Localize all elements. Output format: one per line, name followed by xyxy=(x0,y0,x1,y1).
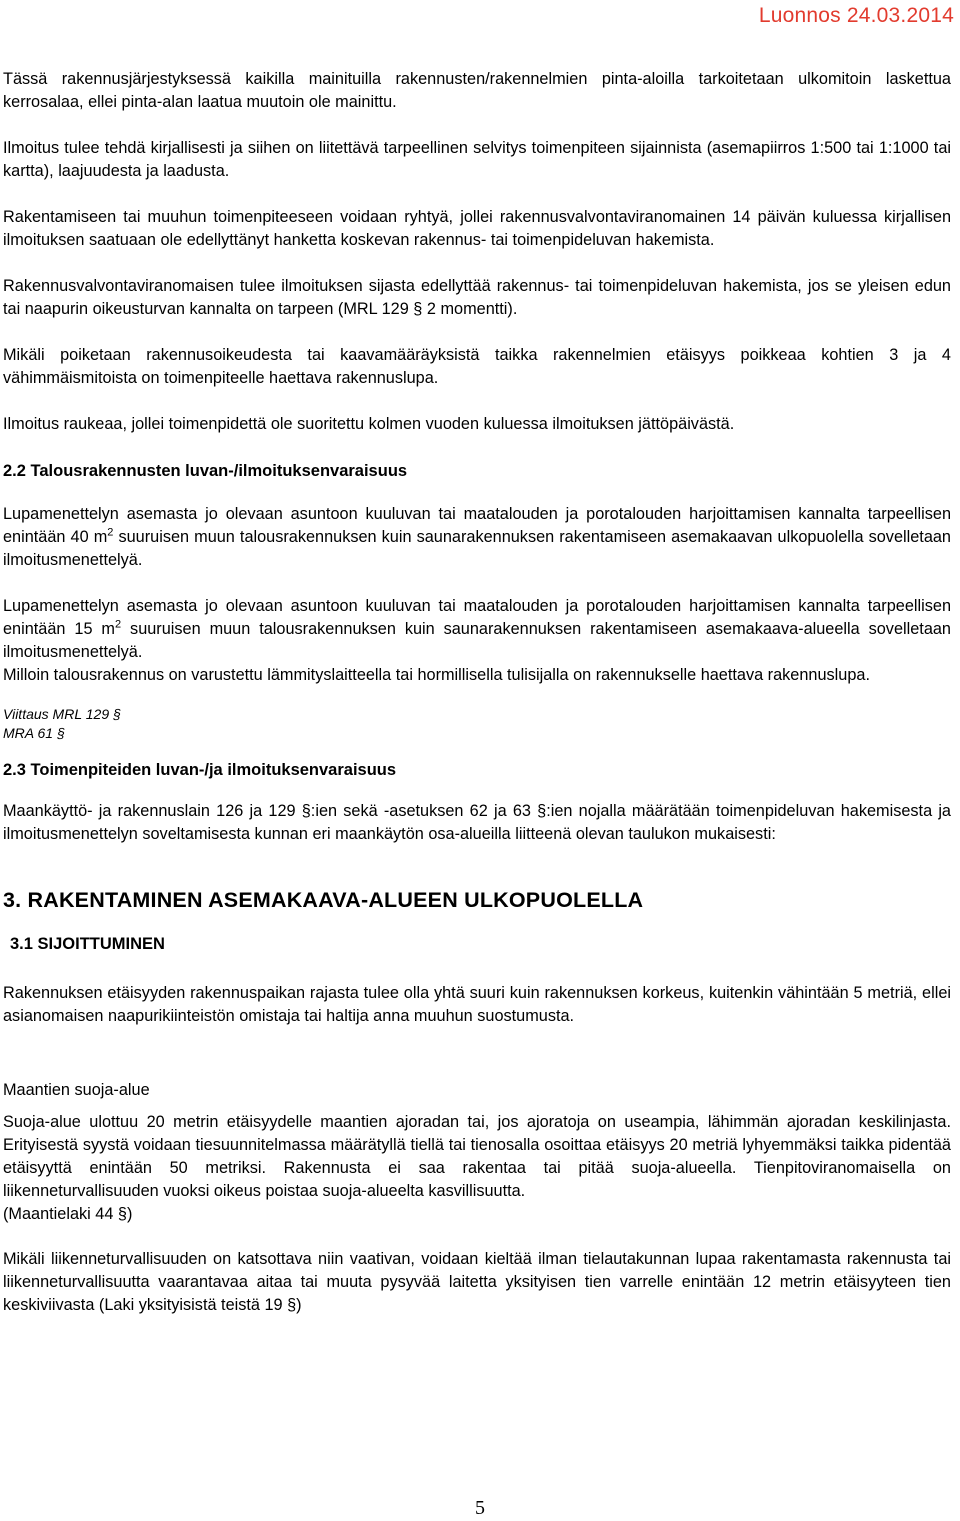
paragraph-deviation-permit: Mikäli poiketaan rakennusoikeudesta tai kaavamääräyksistä taikka rakennelmien etäisyys poikkeaa kohtien 3 ja 4 vähimmäismitoista on toimenpiteelle haettava rakennuslupa. xyxy=(3,346,951,387)
page-number: 5 xyxy=(475,1497,485,1519)
text-run: suuruisen muun talousrakennuksen kuin saunarakennuksen rakentamiseen asemakaava-alueella sovelletaan ilmoitusmenettelyä. xyxy=(3,620,951,661)
superscript-unit: 2 xyxy=(107,526,114,539)
reference-text: Viittaus MRL 129 xyxy=(3,706,113,722)
paragraph-authority-requirement: Rakennusvalvontaviranomaisen tulee ilmoituksen sijasta edellyttää rakennus- tai toimenpideluvan hakemista, jos se yleisen edun tai naapurin oikeusturvan kannalta on tarpeen (MRL 129 § 2 momentti). xyxy=(3,277,951,318)
chapter-heading-3: 3. RAKENTAMINEN ASEMAKAAVA-ALUEEN ULKOPUOLELLA xyxy=(3,888,644,912)
paragraph-area-definition: Tässä rakennusjärjestyksessä kaikilla mainituilla rakennusten/rakennelmien pinta-aloilla tarkoitetaan ulkomitoin laskettua kerrosalaa, ellei pinta-alan laatua muutoin ole mainittu. xyxy=(3,70,951,111)
draft-header: Luonnos 24.03.2014 xyxy=(758,4,954,27)
paragraph-measures-permit: Maankäyttö- ja rakennuslain 126 ja 129 §:ien sekä -asetuksen 62 ja 63 §:ien nojalla määrätään toimenpideluvan hakemisesta ja ilmoitusmenettelyn soveltamisesta kunnan eri maankäytön osa-alueilla liitteenä olevan taulukon mukaisesti: xyxy=(3,802,951,843)
reference-text: MRA 61 xyxy=(3,725,57,741)
paragraph-heated-outbuilding: Milloin talousrakennus on varustettu lämmityslaitteella tai hormillisella tulisijalla on rakennukselle haettava rakennuslupa. xyxy=(3,666,870,684)
subheading-road-protection: Maantien suoja-alue xyxy=(3,1081,150,1099)
paragraph-outbuilding-40m2 xyxy=(3,503,951,572)
section-heading-2-3: 2.3 Toimenpiteiden luvan-/ja ilmoituksenvaraisuus xyxy=(3,761,397,779)
superscript-unit: 2 xyxy=(115,618,122,631)
paragraph-notice-written: Ilmoitus tulee tehdä kirjallisesti ja siihen on liitettävä tarpeellinen selvitys toimenpiteen sijainnista (asemapiirros 1:500 tai 1:1000 tai kartta), laajuudesta ja laadusta. xyxy=(3,139,951,180)
section-sign: § xyxy=(111,706,123,722)
text-run: Lupamenettelyn asemasta jo olevaan asuntoon kuuluvan tai maatalouden ja porotalouden harjoittamisen kannalta tarpeellisen enintään 15 m xyxy=(3,597,951,638)
paragraph-protection-zone: Suoja-alue ulottuu 20 metrin etäisyydelle maantien ajoradan tai, jos ajoratoja on useampia, lähimmän ajoradan keskilinjasta. Erityisestä syystä voidaan tiesuunnitelmassa määrätyllä tiellä tai tienosalla osoittaa etäisyys 20 metriä lyhyemmäksi taikka pidentää etäisyyttä enintään 50 metriksi. Rakennusta ei saa rakentaa tai pitää suoja-alueella. Tienpitoviranomaisella on liikenneturvallisuuden vuoksi oikeus poistaa suoja-alueelta kasvillisuutta. xyxy=(3,1113,951,1200)
section-heading-3-1: 3.1 SIJOITTUMINEN xyxy=(10,935,165,953)
document-body xyxy=(3,68,951,1317)
paragraph-building-distance: Rakennuksen etäisyyden rakennuspaikan rajasta tulee olla yhtä suuri kuin rakennuksen korkeus, kuitenkin vähintään 5 metriä, ellei asianomaisen naapurikiinteistön omistaja tai haltija anna muuhun suostumusta. xyxy=(3,984,951,1025)
reference-mra-61 xyxy=(3,724,951,743)
section-sign: § xyxy=(55,725,67,741)
reference-road-act: (Maantielaki 44 §) xyxy=(3,1205,133,1223)
text-run: suuruisen muun talousrakennuksen kuin saunarakennuksen rakentamiseen asemakaavan ulkopuolella sovelletaan ilmoitusmenettelyä. xyxy=(3,528,951,569)
paragraph-notice-expiry: Ilmoitus raukeaa, jollei toimenpidettä ole suoritettu kolmen vuoden kuluessa ilmoituksen jättöpäivästä. xyxy=(3,415,735,433)
paragraph-traffic-safety: Mikäli liikenneturvallisuuden on katsottava niin vaativan, voidaan kieltää ilman tielautakunnan lupaa rakentamasta rakennusta tai liikenneturvallisuutta vaarantavaa aitaa tai muuta pysyvää laitetta yksityisen tien varrelle enintään 12 metrin etäisyyteen tien keskiviivasta (Laki yksityisistä teistä 19 §) xyxy=(3,1250,951,1314)
section-heading-2-2: 2.2 Talousrakennusten luvan-/ilmoituksenvaraisuus xyxy=(3,462,408,480)
paragraph-start-construction: Rakentamiseen tai muuhun toimenpiteeseen voidaan ryhtyä, jollei rakennusvalvontaviranomainen 14 päivän kuluessa kirjallisen ilmoituksen saatuaan ole edellyttänyt hanketta koskevan rakennus- tai toimenpideluvan hakemista. xyxy=(3,208,951,249)
text-run: Lupamenettelyn asemasta jo olevaan asuntoon kuuluvan tai maatalouden ja porotalouden harjoittamisen kannalta tarpeellisen enintään 40 m xyxy=(3,505,951,546)
paragraph-outbuilding-15m2 xyxy=(3,595,951,664)
reference-mrl-129 xyxy=(3,705,951,724)
